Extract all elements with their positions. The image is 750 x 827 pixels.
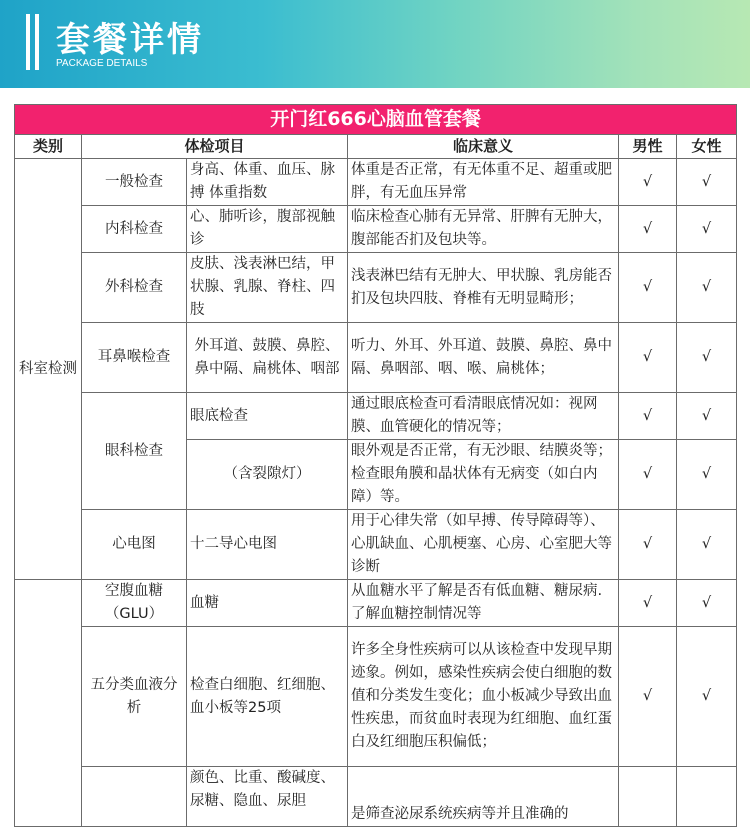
- female-check: √: [677, 510, 737, 580]
- item-detail: 颜色、比重、酸碱度、尿糖、隐血、尿胆: [187, 767, 348, 827]
- column-header-female: 女性: [677, 135, 737, 159]
- item-name: 五分类血液分析: [82, 627, 187, 767]
- item-name: 一般检查: [82, 159, 187, 206]
- female-check: √: [677, 253, 737, 323]
- male-check: √: [619, 510, 677, 580]
- item-name: 外科检查: [82, 253, 187, 323]
- table-row: [15, 510, 737, 580]
- female-check: √: [677, 580, 737, 627]
- item-detail: （含裂隙灯）: [187, 440, 348, 510]
- female-check: [677, 767, 737, 827]
- clinical-meaning: 从血糖水平了解是否有低血糖、糖尿病.了解血糖控制情况等: [348, 580, 619, 627]
- item-name: 眼科检查: [82, 393, 187, 510]
- table-row: [15, 323, 737, 393]
- item-detail: 外耳道、鼓膜、鼻腔、鼻中隔、扁桃体、咽部: [187, 323, 348, 393]
- item-detail: 皮肤、浅表淋巴结，甲状腺、乳腺、脊柱、四肢: [187, 253, 348, 323]
- page-header-banner: [0, 0, 750, 88]
- clinical-meaning: 是筛查泌尿系统疾病等并且准确的: [348, 767, 619, 827]
- male-check: √: [619, 440, 677, 510]
- table-row: [15, 627, 737, 767]
- male-check: [619, 767, 677, 827]
- item-name: 内科检查: [82, 206, 187, 253]
- table-row: [15, 206, 737, 253]
- item-detail: 检查白细胞、红细胞、血小板等25项: [187, 627, 348, 767]
- female-check: √: [677, 159, 737, 206]
- female-check: √: [677, 206, 737, 253]
- clinical-meaning: 许多全身性疾病可以从该检查中发现早期迹象。例如，感染性疾病会使白细胞的数值和分类发生变化；血小板减少导致出血性疾患，而贫血时表现为红细胞、血红蛋白及红细胞压积偏低；: [348, 627, 619, 767]
- female-check: √: [677, 440, 737, 510]
- item-detail: 心、肺听诊，腹部视触诊: [187, 206, 348, 253]
- table-row: [15, 580, 737, 627]
- female-check: √: [677, 323, 737, 393]
- female-check: √: [677, 393, 737, 440]
- item-detail: 身高、体重、血压、脉搏 体重指数: [187, 159, 348, 206]
- clinical-meaning: 用于心律失常（如早搏、传导障碍等）、心肌缺血、心肌梗塞、心房、心室肥大等诊断: [348, 510, 619, 580]
- page-subtitle: PACKAGE DETAILS: [56, 58, 148, 69]
- table-row: [15, 767, 737, 827]
- item-name: [82, 767, 187, 827]
- item-detail: 眼底检查: [187, 393, 348, 440]
- package-title: 开门红666心脑血管套餐: [15, 105, 737, 135]
- table-row: [15, 159, 737, 206]
- package-table: [14, 104, 737, 827]
- header-accent-bar: [26, 14, 30, 70]
- item-detail: 血糖: [187, 580, 348, 627]
- category-cell: 科室检测: [15, 159, 82, 580]
- item-detail: 十二导心电图: [187, 510, 348, 580]
- table-row: [15, 393, 737, 440]
- clinical-meaning: 听力、外耳、外耳道、鼓膜、鼻腔、鼻中隔、鼻咽部、咽、喉、扁桃体；: [348, 323, 619, 393]
- clinical-meaning: 通过眼底检查可看清眼底情况如：视网膜、血管硬化的情况等；: [348, 393, 619, 440]
- male-check: √: [619, 206, 677, 253]
- column-header-male: 男性: [619, 135, 677, 159]
- item-name: 空腹血糖（GLU）: [82, 580, 187, 627]
- item-name: 心电图: [82, 510, 187, 580]
- male-check: √: [619, 580, 677, 627]
- column-header-category: 类别: [15, 135, 82, 159]
- male-check: √: [619, 253, 677, 323]
- male-check: √: [619, 159, 677, 206]
- category-cell: [15, 580, 82, 827]
- column-header-item: 体检项目: [82, 135, 348, 159]
- male-check: √: [619, 393, 677, 440]
- table-row: [15, 253, 737, 323]
- clinical-meaning: 体重是否正常，有无体重不足、超重或肥胖，有无血压异常: [348, 159, 619, 206]
- male-check: √: [619, 323, 677, 393]
- female-check: √: [677, 627, 737, 767]
- clinical-meaning: 眼外观是否正常，有无沙眼、结膜炎等；检查眼角膜和晶状体有无病变（如白内障）等。: [348, 440, 619, 510]
- item-name: 耳鼻喉检查: [82, 323, 187, 393]
- column-header-meaning: 临床意义: [348, 135, 619, 159]
- table-title-row: [15, 105, 737, 135]
- header-accent-bar: [35, 14, 39, 70]
- table-header-row: [15, 135, 737, 159]
- clinical-meaning: 浅表淋巴结有无肿大、甲状腺、乳房能否扪及包块四肢、脊椎有无明显畸形；: [348, 253, 619, 323]
- male-check: √: [619, 627, 677, 767]
- page-title: 套餐详情: [56, 20, 204, 60]
- clinical-meaning: 临床检查心肺有无异常、肝脾有无肿大，腹部能否扪及包块等。: [348, 206, 619, 253]
